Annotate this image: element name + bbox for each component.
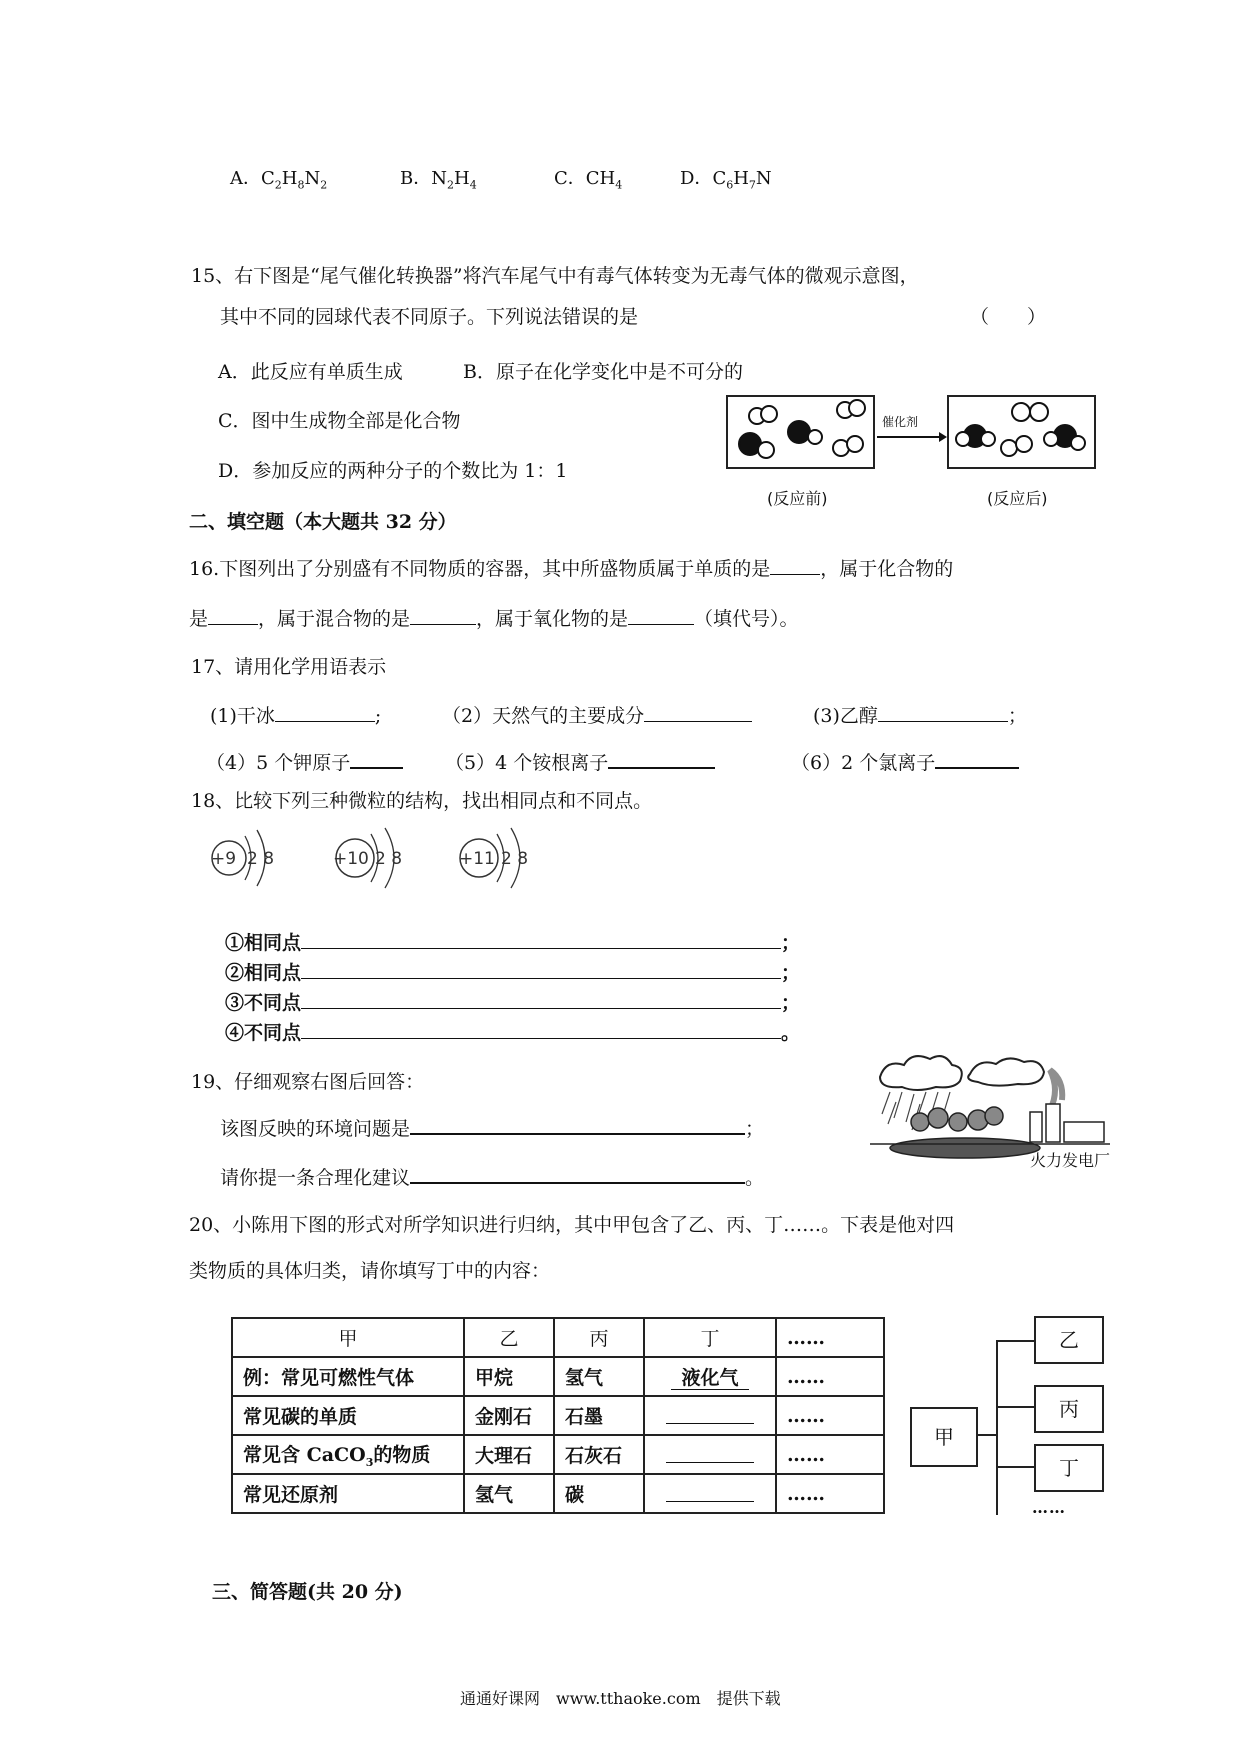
q14-option-b: B．$N_2H_4$ [400, 168, 477, 192]
q18-line-1: ①相同点 ； [225, 928, 800, 955]
svg-text:2 8: 2 8 [247, 849, 275, 869]
q14-option-d: D．$C_6H_7N$ [680, 168, 772, 192]
q16-line2: 是 ，属于混合物的是 ，属于氧化物的是 （填代号）。 [189, 604, 799, 631]
after-label: (反应后) [987, 489, 1048, 508]
table-cell: 甲烷 [464, 1357, 554, 1396]
header-cell: 丙 [554, 1318, 644, 1357]
tree-branch-box: 丙 [1034, 1385, 1104, 1433]
q17-item-1: (1)干冰 ; [210, 701, 381, 728]
reaction-diagram [725, 392, 1105, 512]
table-answer-blank[interactable] [644, 1396, 776, 1435]
svg-text:2 8: 2 8 [375, 849, 403, 869]
q18-blank-4[interactable] [301, 1018, 781, 1039]
tree-root-box: 甲 [910, 1407, 978, 1467]
q17-blank-5[interactable] [608, 747, 715, 769]
q16-blank-mixture[interactable] [410, 604, 476, 625]
table-row [232, 1357, 884, 1396]
table-answer-blank[interactable] [644, 1474, 776, 1513]
q20-line2: 类物质的具体归类，请你填写丁中的内容： [189, 1260, 551, 1282]
atom-1 [211, 830, 274, 886]
table-cell: 石灰石 [554, 1435, 644, 1474]
table-cell: 石墨 [554, 1396, 644, 1435]
power-plant-caption: 火力发电厂 [1030, 1151, 1111, 1170]
q17-item-2: （2）天然气的主要成分 [442, 701, 752, 728]
q15-option-d: D．参加反应的两种分子的个数比为 1：1 [218, 460, 568, 482]
q17-item-4: （4）5 个钾原子 [206, 747, 403, 775]
classification-table [231, 1317, 885, 1514]
q16-blank-oxide[interactable] [628, 604, 694, 625]
tree-branch-box: 丁 [1034, 1444, 1104, 1492]
q14-option-a: A．$C_2H_8N_2$ [230, 168, 328, 192]
q18-title: 18、比较下列三种微粒的结构，找出相同点和不同点。 [191, 790, 653, 812]
header-cell: 乙 [464, 1318, 554, 1357]
table-cell-answer: 液化气 [644, 1357, 776, 1396]
svg-text:+9: +9 [211, 849, 237, 869]
table-cell: 常见还原剂 [232, 1474, 464, 1513]
q17-blank-4[interactable] [350, 747, 403, 769]
table-cell: 例：常见可燃性气体 [232, 1357, 464, 1396]
header-cell: 丁 [644, 1318, 776, 1357]
tree-branch-box: 乙 [1034, 1316, 1104, 1364]
table-cell: …… [776, 1435, 884, 1474]
table-cell: 氢气 [464, 1474, 554, 1513]
q19-blank-1[interactable] [410, 1113, 745, 1135]
q16-blank-element[interactable] [770, 554, 820, 575]
table-cell: 氢气 [554, 1357, 644, 1396]
tree-connector [996, 1340, 1034, 1342]
svg-text:+10: +10 [333, 849, 369, 869]
q17-blank-6[interactable] [935, 747, 1019, 769]
q18-blank-3[interactable] [301, 988, 781, 1009]
table-cell: 金刚石 [464, 1396, 554, 1435]
table-row [232, 1474, 884, 1513]
svg-text:+11: +11 [459, 849, 495, 869]
table-cell: …… [776, 1396, 884, 1435]
q18-line-2: ②相同点 ； [225, 958, 800, 985]
table-cell: 常见含 CaCO$_3$的物质 [232, 1435, 464, 1474]
q15-option-c: C．图中生成物全部是化合物 [218, 410, 461, 432]
table-header-row [232, 1318, 884, 1357]
tree-connector [976, 1434, 997, 1436]
q16-blank-compound[interactable] [208, 604, 258, 625]
q15-answer-bracket: （ ） [970, 306, 1047, 328]
q17-item-5: （5）4 个铵根离子 [445, 747, 715, 775]
svg-text:2 8: 2 8 [501, 849, 529, 869]
q19-line-2: 请你提一条合理化建议 。 [220, 1162, 764, 1190]
table-row [232, 1435, 884, 1474]
atom-2 [333, 828, 402, 888]
before-label: (反应前) [767, 489, 828, 508]
table-answer-blank[interactable] [644, 1435, 776, 1474]
q19-blank-2[interactable] [410, 1162, 745, 1184]
q17-item-6: （6）2 个氯离子 [791, 747, 1019, 775]
header-cell: 甲 [232, 1318, 464, 1357]
q14-option-c: C．$CH_4$ [554, 168, 623, 192]
table-cell: 碳 [554, 1474, 644, 1513]
q18-blank-2[interactable] [301, 958, 781, 979]
q15-option-a: A．此反应有单质生成 [218, 361, 403, 383]
catalyst-label: 催化剂 [882, 415, 919, 429]
tree-connector [996, 1466, 1034, 1468]
table-cell: 常见碳的单质 [232, 1396, 464, 1435]
q18-blank-1[interactable] [301, 928, 781, 949]
table-cell: …… [776, 1357, 884, 1396]
section-2-heading: 二、填空题（本大题共 32 分） [189, 511, 457, 533]
q17-blank-1[interactable] [275, 701, 375, 722]
q17-blank-2[interactable] [644, 701, 752, 722]
q18-line-4: ④不同点 。 [225, 1018, 800, 1045]
q15-line1: 15、右下图是“尾气催化转换器”将汽车尾气中有毒气体转变为无毒气体的微观示意图， [191, 265, 919, 287]
atom-3 [459, 828, 528, 888]
acid-rain-illustration [860, 1052, 1125, 1170]
atomic-structure-diagrams [205, 822, 545, 902]
q15-option-b: B．原子在化学变化中是不可分的 [463, 361, 743, 383]
q18-line-3: ③不同点 ； [225, 988, 800, 1015]
q19-line-1: 该图反映的环境问题是 ； [220, 1113, 764, 1141]
q15-line2: 其中不同的园球代表不同原子。下列说法错误的是 [220, 306, 639, 328]
table-cell: …… [776, 1474, 884, 1513]
page-footer: 通通好课网 www.tthaoke.com 提供下载 [460, 1689, 781, 1708]
q20-line1: 20、小陈用下图的形式对所学知识进行归纳，其中甲包含了乙、丙、丁……。下表是他对四 [189, 1214, 955, 1236]
table-cell: 大理石 [464, 1435, 554, 1474]
q16-line1: 16.下图列出了分别盛有不同物质的容器，其中所盛物质属于单质的是 ，属于化合物的 [189, 554, 953, 581]
q17-title: 17、请用化学用语表示 [191, 656, 387, 678]
q19-title: 19、仔细观察右图后回答： [191, 1071, 425, 1093]
q17-blank-3[interactable] [878, 701, 1008, 722]
tree-connector [996, 1406, 1034, 1408]
table-row [232, 1396, 884, 1435]
section-3-heading: 三、简答题(共 20 分) [212, 1581, 403, 1603]
tree-connector [996, 1340, 998, 1515]
tree-more: …… [1032, 1498, 1066, 1517]
q17-item-3: (3)乙醇 ； [813, 701, 1027, 728]
header-cell: …… [776, 1318, 884, 1357]
